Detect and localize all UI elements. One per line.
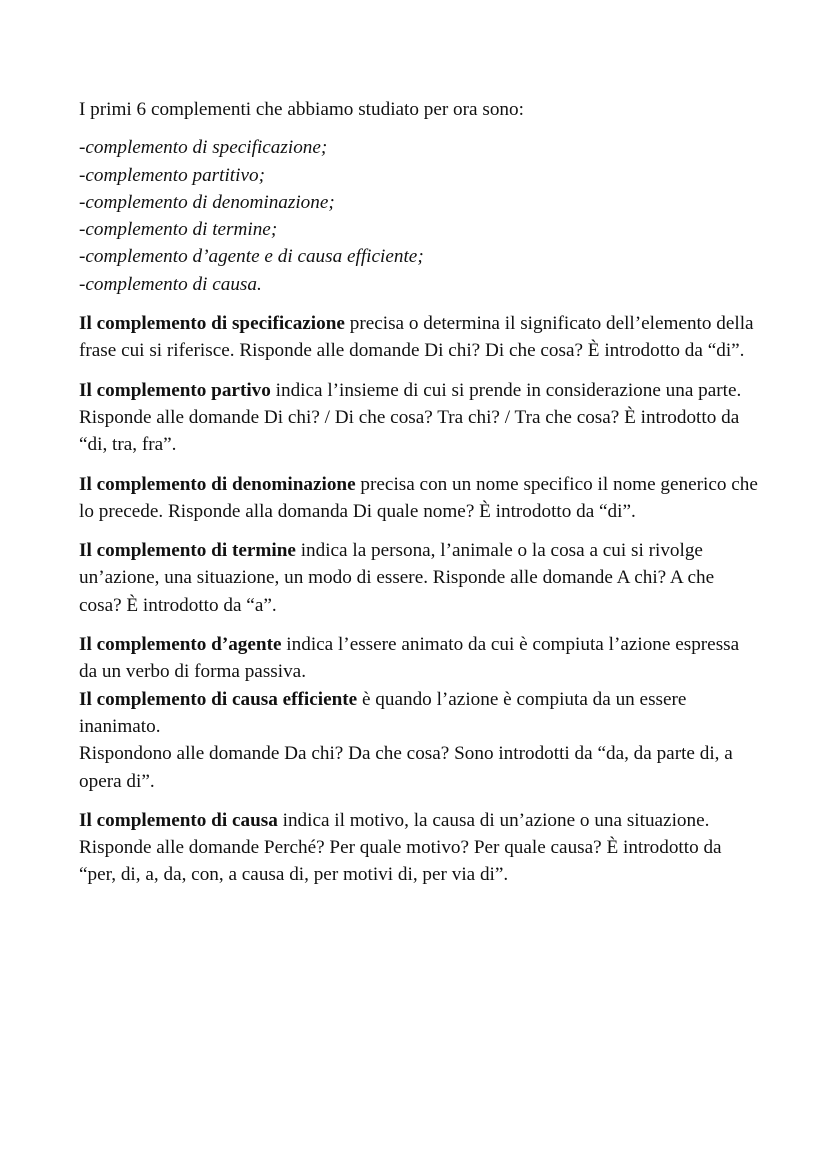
paragraph-specificazione: [79, 310, 759, 365]
agente-domande-line: Rispondono alle domande Da chi? Da che cosa? Sono introdotti da “da, da parte di, a opera di”.: [79, 743, 733, 792]
definition-causa-efficiente: è quando l’azione è compiuta da un essere inanimato.: [79, 688, 687, 737]
term-termine: Il complemento di termine: [79, 540, 296, 562]
paragraph-causa: [79, 807, 759, 889]
definition-termine: indica la persona, l’animale o la cosa a cui si rivolge un’azione, una situazione, un modo di essere. Risponde alle domande A chi? A che cosa? È introdotto da “a”.: [79, 540, 715, 616]
definition-agente: indica l’essere animato da cui è compiuta l’azione espressa da un verbo di forma passiva.: [79, 634, 740, 683]
definition-denominazione: precisa con un nome specifico il nome generico che lo precede. Risponde alla domanda Di quale nome? È introdotto da “di”.: [79, 473, 758, 522]
list-item: -complemento di specificazione;: [79, 137, 328, 159]
list-item: -complemento d’agente e di causa efficiente;: [79, 246, 424, 268]
document-page: [79, 96, 759, 901]
paragraph-partitivo: [79, 377, 759, 459]
complement-list: [79, 134, 759, 298]
list-item: -complemento di termine;: [79, 219, 278, 241]
term-causa-efficiente: Il complemento di causa efficiente: [79, 688, 358, 710]
term-denominazione: Il complemento di denominazione: [79, 473, 356, 495]
definition-causa: indica il motivo, la causa di un’azione o una situazione. Risponde alle domande Perché? Per quale motivo? Per quale causa? È introdotto da “per, di, a, da, con, a causa di, per motivi di, per via di”.: [79, 809, 722, 886]
agente-line: [79, 631, 759, 686]
intro-text: I primi 6 complementi che abbiamo studiato per ora sono:: [79, 99, 524, 120]
paragraph-termine: [79, 537, 759, 619]
definition-specificazione: precisa o determina il significato dell’elemento della frase cui si riferisce. Risponde alle domande Di chi? Di che cosa? È introdotto da “di”.: [79, 313, 754, 362]
term-specificazione: Il complemento di specificazione: [79, 313, 345, 335]
list-item: -complemento di denominazione;: [79, 191, 335, 213]
list-item: -complemento partitivo;: [79, 164, 265, 186]
list-item: -complemento di causa.: [79, 273, 262, 295]
paragraph-denominazione: [79, 471, 759, 526]
term-causa: Il complemento di causa: [79, 809, 278, 831]
definition-partitivo: indica l’insieme di cui si prende in considerazione una parte. Risponde alle domande Di chi? / Di che cosa? Tra chi? / Tra che cosa? È introdotto da “di, tra, fra”.: [79, 379, 742, 456]
term-partitivo: Il complemento partivo: [79, 379, 271, 401]
causa-efficiente-line: [79, 686, 759, 741]
term-agente: Il complemento d’agente: [79, 634, 282, 656]
paragraph-agente: [79, 631, 759, 795]
